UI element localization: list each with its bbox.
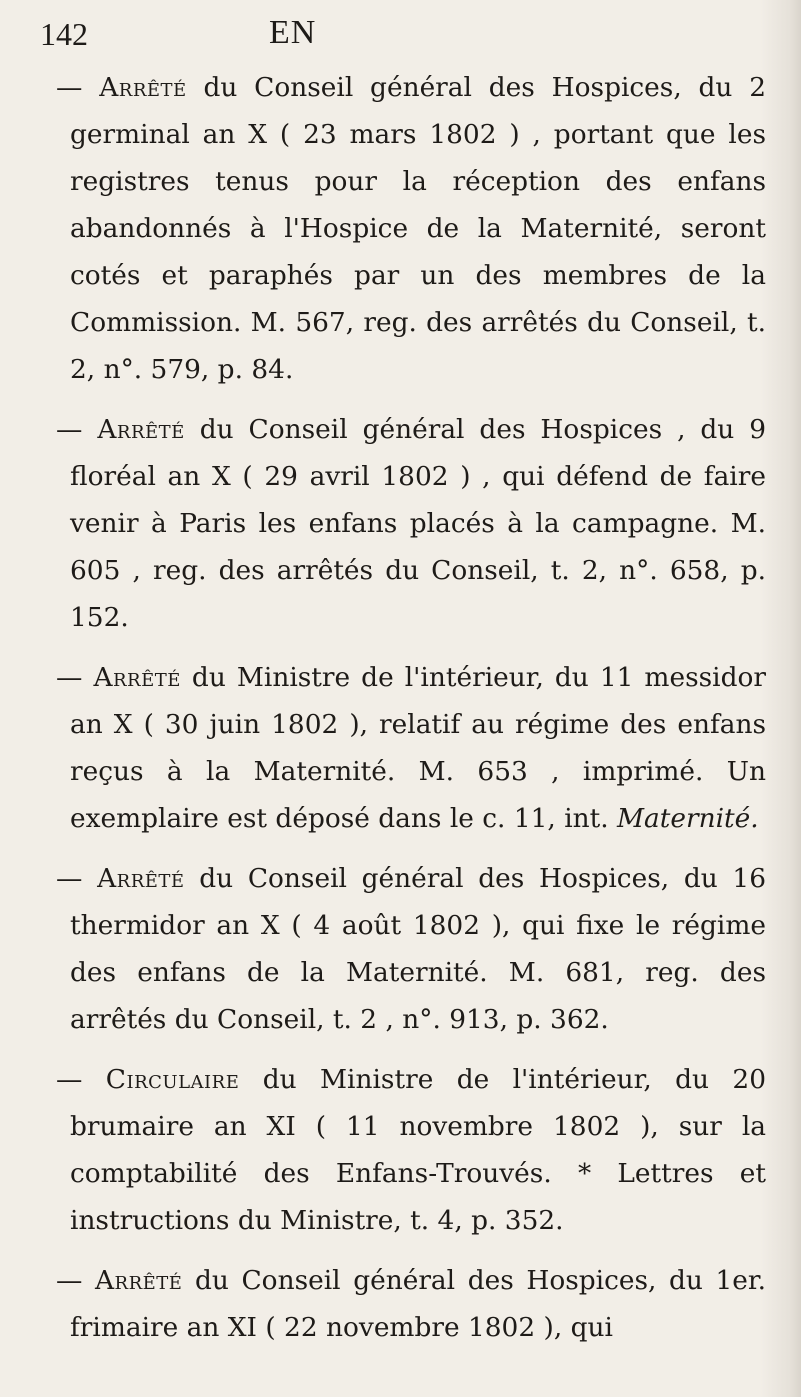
entry-lead: Arrêté: [97, 414, 185, 445]
page-number: 142: [40, 16, 88, 52]
running-head: EN: [269, 14, 317, 51]
entry: [46, 1056, 766, 1244]
page-body: [46, 64, 766, 1364]
entry: [46, 406, 766, 641]
entry-italic: Maternité.: [617, 803, 759, 834]
entry-lead: Circulaire: [105, 1064, 240, 1095]
entry: [46, 1257, 766, 1351]
entry-text: du Conseil général des Hospices, du 2 germinal an X ( 23 mars 1802 ) , portant que les registres tenus pour la réception des enfans abandonnés à l'Hospice de la Maternité, seront cotés et paraphés par un des membres de la Commission. M. 567, reg. des arrêtés du Conseil, t. 2, n°. 579, p. 84.: [70, 72, 767, 385]
entry: [46, 855, 766, 1043]
entry-lead: Arrêté: [99, 72, 187, 103]
entry-text: du Ministre de l'intérieur, du 20 brumaire an XI ( 11 novembre 1802 ), sur la comptabilité des Enfans-Trouvés. * Lettres et instructions du Ministre, t. 4, p. 352.: [70, 1064, 767, 1236]
entry-dash: —: [56, 72, 83, 103]
entry-dash: —: [56, 1265, 83, 1296]
entry-text: du Conseil général des Hospices, du 16 thermidor an X ( 4 août 1802 ), qui fixe le régime des enfans de la Maternité. M. 681, reg. des arrêtés du Conseil, t. 2 , n°. 913, p. 362.: [70, 863, 766, 1035]
entry-lead: Arrêté: [93, 662, 181, 693]
entry: [46, 64, 766, 393]
entry-lead: Arrêté: [97, 863, 185, 894]
entry-lead: Arrêté: [94, 1265, 183, 1296]
entry-text: du Ministre de l'intérieur, du 11 messidor an X ( 30 juin 1802 ), relatif au régime des enfans reçus à la Maternité. M. 653 , imprimé. Un exemplaire est déposé dans le c. 11, int.: [70, 662, 767, 834]
entry-text: du Conseil général des Hospices, du 1er. frimaire an XI ( 22 novembre 1802 ), qui: [70, 1265, 767, 1343]
entry: [46, 654, 766, 842]
entry-dash: —: [56, 662, 83, 693]
entry-text: du Conseil général des Hospices , du 9 floréal an X ( 29 avril 1802 ) , qui défend de faire venir à Paris les enfans placés à la campagne. M. 605 , reg. des arrêtés du Conseil, t. 2, n°. 658, p. 152.: [70, 414, 766, 633]
page-header: [40, 14, 760, 58]
entry-dash: —: [56, 1064, 83, 1095]
entry-dash: —: [56, 863, 83, 894]
entry-dash: —: [56, 414, 83, 445]
